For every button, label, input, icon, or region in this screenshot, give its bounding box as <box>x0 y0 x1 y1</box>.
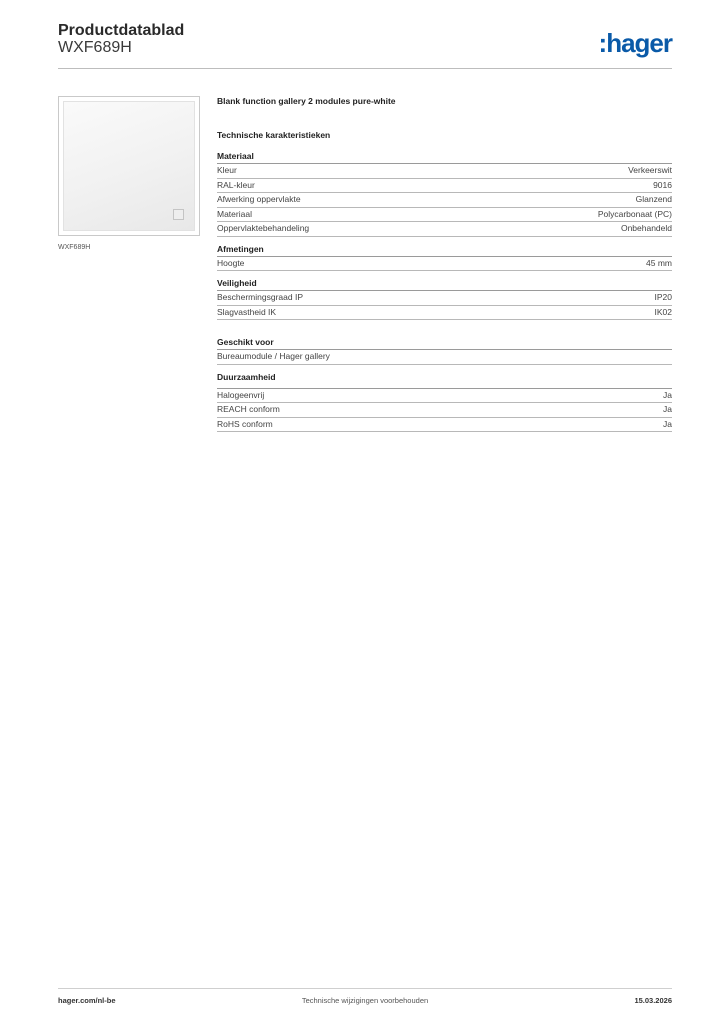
tech-heading: Technische karakteristieken <box>217 130 331 140</box>
spec-value: Ja <box>663 404 672 415</box>
hager-logo: :hager <box>598 28 672 58</box>
spec-value: 9016 <box>653 179 672 190</box>
section-geschikt-voor <box>217 336 672 365</box>
spec-value: IP20 <box>654 292 672 303</box>
document-title: Productdatablad <box>58 22 185 39</box>
section-title: Duurzaamheid <box>217 371 672 389</box>
spec-value: Glanzend <box>635 194 672 205</box>
section-title: Afmetingen <box>217 243 672 257</box>
spec-content <box>217 96 672 432</box>
section-title: Veiligheid <box>217 277 672 291</box>
spec-value: Ja <box>663 389 672 400</box>
section-afmetingen <box>217 243 672 272</box>
spec-label: Afwerking oppervlakte <box>217 194 301 205</box>
spec-row <box>217 306 672 321</box>
spec-row <box>217 291 672 306</box>
spec-label: Materiaal <box>217 208 252 219</box>
blank-plate-image <box>63 101 195 231</box>
spec-label: RAL-kleur <box>217 179 255 190</box>
spec-row <box>217 193 672 208</box>
spec-row <box>217 164 672 179</box>
section-veiligheid <box>217 277 672 320</box>
plate-logo-mark <box>173 209 184 220</box>
section-materiaal <box>217 150 672 237</box>
spec-value: Ja <box>663 418 672 429</box>
spec-label: RoHS conform <box>217 418 273 429</box>
header-divider <box>58 68 672 69</box>
spec-row <box>217 179 672 194</box>
spec-row <box>217 222 672 237</box>
spec-label: Bureaumodule / Hager gallery <box>217 351 330 362</box>
spec-value: Polycarbonaat (PC) <box>597 208 672 219</box>
section-title: Geschikt voor <box>217 336 672 350</box>
spec-label: Halogeenvrij <box>217 389 265 400</box>
footer-date: 15.03.2026 <box>634 996 672 1005</box>
spec-row <box>217 403 672 418</box>
spec-label: Kleur <box>217 165 237 176</box>
product-image <box>58 96 200 236</box>
spec-label: Beschermingsgraad IP <box>217 292 303 303</box>
spec-row <box>217 257 672 272</box>
footer-website-link[interactable]: hager.com/nl-be <box>58 996 116 1005</box>
spec-label: Slagvastheid IK <box>217 306 277 317</box>
spec-row <box>217 389 672 404</box>
spec-value: IK02 <box>654 306 672 317</box>
section-duurzaamheid <box>217 371 672 433</box>
footer-divider <box>58 988 672 989</box>
spec-value: Verkeerswit <box>628 165 672 176</box>
page-header <box>58 20 672 68</box>
product-name: Blank function gallery 2 modules pure-white <box>217 96 396 106</box>
spec-value: Onbehandeld <box>620 223 672 234</box>
product-code: WXF689H <box>58 39 132 56</box>
spec-label: Oppervlaktebehandeling <box>217 223 310 234</box>
spec-value: 45 mm <box>646 257 672 268</box>
footer-notice: Technische wijzigingen voorbehouden <box>301 996 429 1005</box>
section-title: Materiaal <box>217 150 672 164</box>
spec-label: REACH conform <box>217 404 280 415</box>
spec-row <box>217 350 672 365</box>
image-caption: WXF689H <box>58 244 91 251</box>
spec-row <box>217 208 672 223</box>
spec-label: Hoogte <box>217 257 245 268</box>
spec-row <box>217 418 672 433</box>
